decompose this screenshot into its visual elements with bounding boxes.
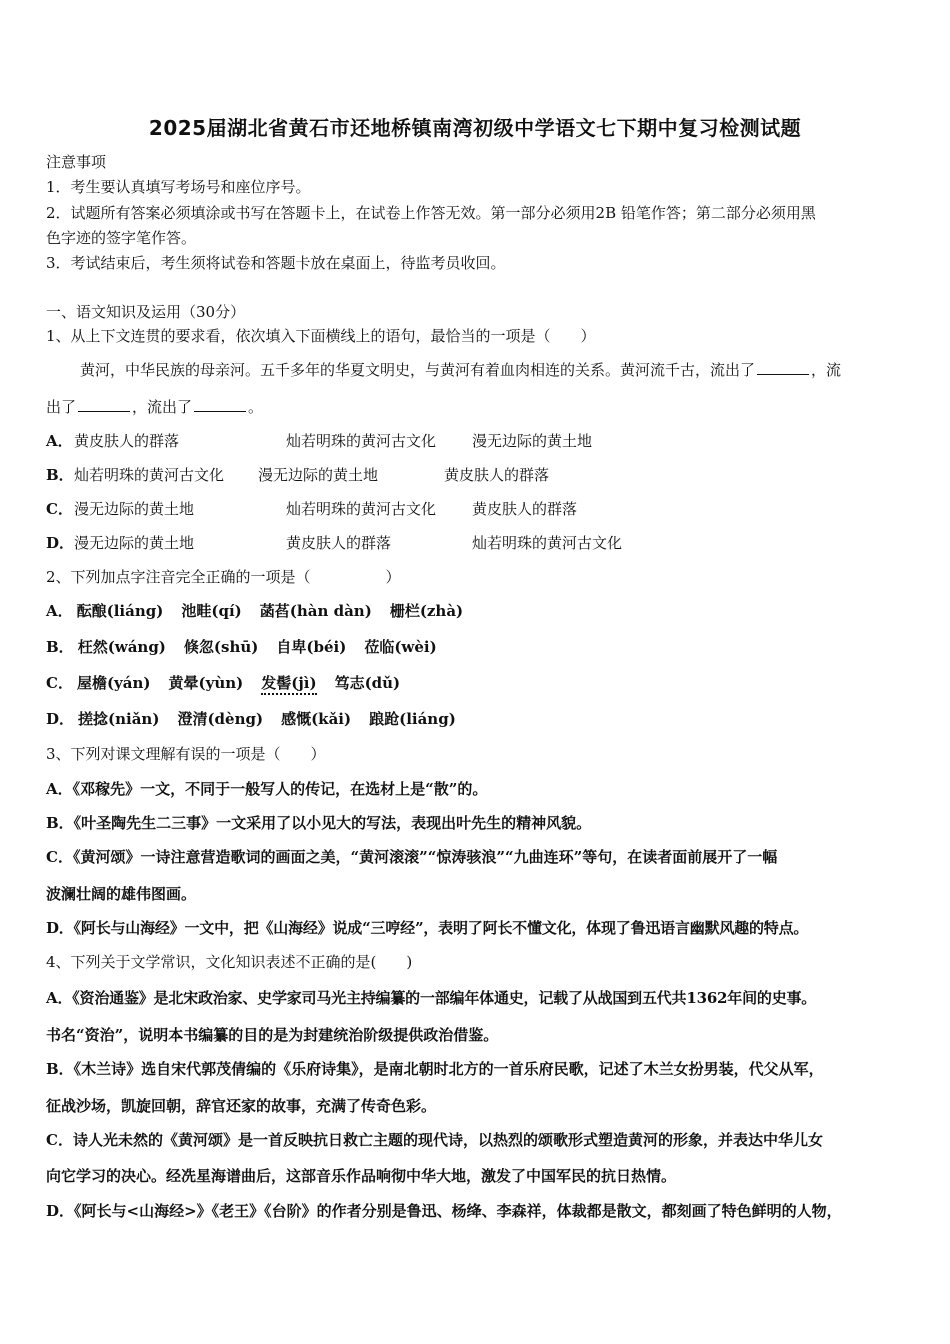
q1-option-d	[46, 533, 908, 553]
option-part: 漫无边际的黄土地	[258, 466, 379, 484]
option-word: 发髻(jì)	[261, 673, 316, 695]
option-part: 灿若明珠的黄河古文化	[472, 534, 623, 552]
option-part: 灿若明珠的黄河古文化	[286, 500, 437, 518]
option-part: 黄皮肤人的群落	[472, 500, 578, 518]
option-word: 踉跄(liáng)	[369, 710, 456, 728]
q2-option-b	[46, 637, 908, 657]
q1-passage-c: 出了	[46, 398, 77, 416]
q3-option-a: A．《邓稼先》一文，不同于一般写人的传记，在选材上是“散”的。	[46, 780, 488, 798]
q4-option-c-cont: 向它学习的决心。经冼星海谱曲后，这部音乐作品响彻中华大地，激发了中国军民的抗日热情。	[46, 1167, 677, 1185]
q2-option-d	[46, 709, 908, 729]
option-part: 漫无边际的黄土地	[74, 500, 195, 518]
option-word: 澄清(dèng)	[177, 710, 264, 728]
notice-item-1: 1．考生要认真填写考场号和座位序号。	[46, 178, 311, 196]
option-label: A．	[46, 602, 73, 620]
q1-passage-b: ，流	[811, 361, 842, 379]
notice-item-2: 2．试题所有答案必须填涂或书写在答题卡上，在试卷上作答无效。第一部分必须用2B 铅笔作答；第二部分必须用黑	[46, 204, 816, 222]
q3-option-d: D．《阿长与山海经》一文中，把《山海经》说成“三哼经”，表明了阿长不懂文化，体现了鲁迅语言幽默风趣的特点。	[46, 919, 809, 937]
q4-stem: 4、下列关于文学常识，文化知识表述不正确的是( )	[46, 953, 413, 971]
option-label: B．	[46, 638, 74, 656]
q4-option-b-cont: 征战沙场，凯旋回朝，辞官还家的故事，充满了传奇色彩。	[46, 1097, 437, 1115]
q4-option-a-cont: 书名“资治”，说明本书编纂的目的是为封建统治阶级提供政治借鉴。	[46, 1026, 499, 1044]
q1-passage-line1	[80, 360, 908, 380]
q3-option-c: C．《黄河颂》一诗注意营造歌词的画面之美，“黄河滚滚”“惊涛骇浪”“九曲连环”等句，在读者面前展开了一幅	[46, 848, 778, 866]
option-label: C．	[46, 500, 73, 518]
q3-option-b: B．《叶圣陶先生二三事》一文采用了以小见大的写法，表现出叶先生的精神风貌。	[46, 814, 592, 832]
option-label: D．	[46, 710, 75, 728]
q1-passage-a: 黄河，中华民族的母亲河。五千多年的华夏文明史，与黄河有着血肉相连的关系。黄河流千古，流出了	[80, 361, 756, 379]
option-label: B．	[46, 466, 74, 484]
q1-option-a	[46, 431, 908, 451]
q1-option-b	[46, 465, 908, 485]
page-title: 2025届湖北省黄石市还地桥镇南湾初级中学语文七下期中复习检测试题	[148, 116, 802, 140]
q1-stem: 1、从上下文连贯的要求看，依次填入下面横线上的语句，最恰当的一项是（ ）	[46, 327, 596, 345]
q2-stem: 2、下列加点字注音完全正确的一项是（ ）	[46, 568, 401, 586]
notice-item-3: 3．考试结束后，考生须将试卷和答题卡放在桌面上，待监考员收回。	[46, 254, 506, 272]
option-word: 屋檐(yán)	[76, 674, 151, 692]
q4-option-c: C．诗人光未然的《黄河颂》是一首反映抗日救亡主题的现代诗，以热烈的颂歌形式塑造黄河的形象，并表达中华儿女	[46, 1131, 823, 1149]
option-part: 漫无边际的黄土地	[74, 534, 195, 552]
option-word: 搓捻(niǎn)	[78, 710, 160, 728]
section-heading: 一、语文知识及运用（30分）	[46, 303, 246, 321]
q2-option-c	[46, 673, 908, 695]
q1-blank-1	[757, 360, 809, 375]
q1-passage-d: ，流出了	[132, 398, 193, 416]
option-word: 菡萏(hàn dàn)	[259, 602, 372, 620]
option-word: 自卑(béi)	[276, 638, 347, 656]
option-label: A．	[46, 432, 73, 450]
option-part: 黄皮肤人的群落	[74, 432, 180, 450]
option-part: 灿若明珠的黄河古文化	[286, 432, 437, 450]
q4-option-a: A．《资治通鉴》是北宋政治家、史学家司马光主持编纂的一部编年体通史，记载了从战国到五代共1362年间的史事。	[46, 989, 817, 1007]
option-word: 枉然(wáng)	[77, 638, 166, 656]
q1-passage-line2	[46, 397, 908, 417]
option-word: 黄晕(yùn)	[168, 674, 244, 692]
q1-blank-3	[194, 397, 246, 412]
option-word: 池畦(qí)	[181, 602, 242, 620]
option-label: C．	[46, 674, 73, 692]
option-part: 黄皮肤人的群落	[444, 466, 550, 484]
q1-blank-2	[78, 397, 130, 412]
option-part: 灿若明珠的黄河古文化	[74, 466, 225, 484]
q3-option-c-cont: 波澜壮阔的雄伟图画。	[46, 885, 197, 903]
option-part: 黄皮肤人的群落	[286, 534, 392, 552]
q4-option-d: D．《阿长与<山海经>》《老王》《台阶》的作者分别是鲁迅、杨绛、李森祥，体裁都是散文，都刻画了特色鲜明的人物，	[46, 1202, 842, 1220]
option-label: D．	[46, 534, 75, 552]
notice-heading: 注意事项	[46, 153, 107, 171]
notice-item-2-cont: 色字迹的签字笔作答。	[46, 229, 197, 247]
option-word: 倏忽(shū)	[183, 638, 259, 656]
option-word: 感慨(kǎi)	[281, 710, 352, 728]
option-part: 漫无边际的黄土地	[472, 432, 593, 450]
option-word: 酝酿(liáng)	[76, 602, 164, 620]
q1-passage-e: 。	[248, 398, 264, 416]
q3-stem: 3、下列对课文理解有误的一项是（ ）	[46, 745, 326, 763]
option-word: 栅栏(zhà)	[389, 602, 464, 620]
option-word: 笃志(dǔ)	[334, 674, 401, 692]
option-word: 莅临(wèi)	[364, 638, 437, 656]
q2-option-a	[46, 601, 908, 621]
q4-option-b: B．《木兰诗》选自宋代郭茂倩编的《乐府诗集》，是南北朝时北方的一首乐府民歌，记述了木兰女扮男装，代父从军，	[46, 1060, 824, 1078]
q1-option-c	[46, 499, 908, 519]
